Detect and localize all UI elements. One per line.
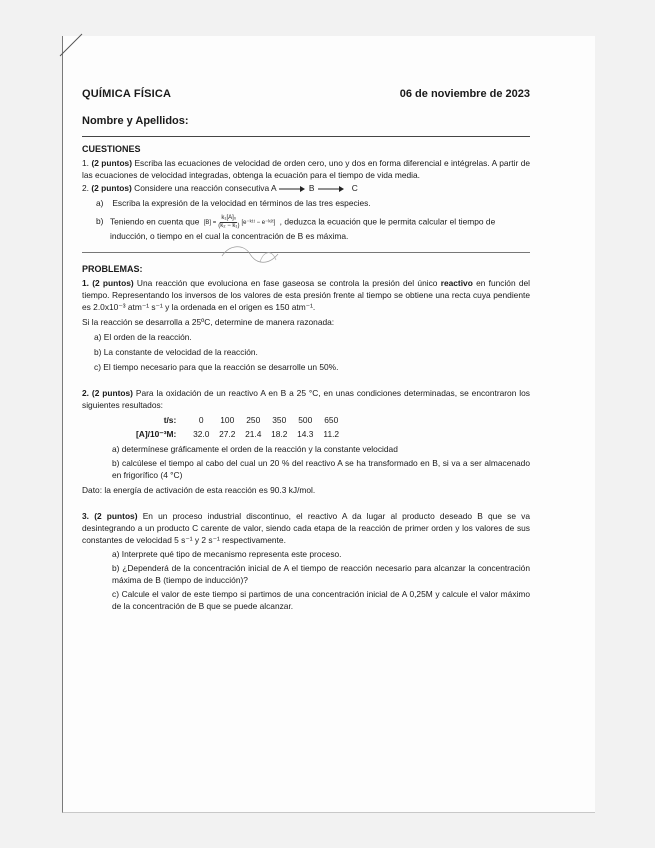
problem-3-item: a) Interprete qué tipo de mecanismo representa este proceso. bbox=[112, 549, 342, 559]
problem-2-text: Para la oxidación de un reactivo A en B a 25 °C, en unas condiciones determinadas, se encontraron los siguientes resultados: bbox=[82, 388, 530, 410]
problem-1-item: a) El orden de la reacción. bbox=[94, 332, 192, 342]
problem-3-items bbox=[82, 548, 530, 612]
problem-3-item: b) ¿Dependerá de la concentración inicial de A el tiempo de reacción necesario para alcanzar la concentración máxima de B (tiempo de inducción)? bbox=[112, 563, 530, 585]
species-c: C bbox=[351, 183, 358, 193]
table-cell: 0 bbox=[198, 415, 204, 425]
problem-2-dato: Dato: la energía de activación de esta reacción es 90.3 kJ/mol. bbox=[82, 485, 316, 495]
species-a: A bbox=[271, 183, 277, 193]
problem-1-number: 1. bbox=[82, 278, 89, 288]
problem-1-text-2: en función del tiempo. Representando los inversos de los valores de esta presión frente al tiempo se obtiene una recta cuya pendiente es 2.0x10⁻³ atm⁻¹ s⁻¹ y la ordenada en el origen es 150 atm⁻¹. bbox=[82, 278, 531, 312]
problem-3-number: 3. bbox=[82, 511, 89, 521]
problem-2-items bbox=[82, 443, 530, 481]
question-1-text: Escriba las ecuaciones de velocidad de orden cero, uno y dos en forma diferencial e intégrelas. A partir de las ecuaciones de velocidad integradas, obtenga la ecuación para el tiempo de vida media. bbox=[82, 158, 531, 180]
question-1-number: 1. bbox=[82, 158, 89, 168]
problem-2-number: 2. bbox=[82, 388, 89, 398]
question-2-points: (2 puntos) bbox=[91, 183, 132, 193]
pencil-scribble bbox=[220, 240, 300, 270]
table-cell: 100 bbox=[220, 415, 235, 425]
formula-lhs: [B] = bbox=[203, 219, 217, 226]
question-2 bbox=[82, 182, 530, 194]
formula-fraction bbox=[217, 215, 240, 230]
question-2a-text: Escriba la expresión de la velocidad en términos de las tres especies. bbox=[112, 198, 371, 208]
table-row-label: t/s: bbox=[163, 415, 177, 425]
table-cell: 21.4 bbox=[245, 429, 262, 439]
question-2b bbox=[82, 215, 530, 242]
problem-3-item: c) Calcule el valor de este tiempo si partimos de una concentración inicial de A 0,25M y calcule el valor máximo de la concentración de B que se puede alcanzar. bbox=[112, 589, 530, 611]
pencil-stroke-mark bbox=[58, 30, 86, 58]
question-1-points: (2 puntos) bbox=[91, 158, 133, 168]
problem-2 bbox=[82, 387, 530, 411]
kinetics-data-table bbox=[136, 413, 344, 441]
cuestiones-heading: CUESTIONES bbox=[82, 144, 141, 154]
formula-numerator: k₁[A]₀ bbox=[221, 215, 237, 221]
exam-header bbox=[82, 88, 530, 100]
problemas-heading: PROBLEMAS: bbox=[82, 264, 143, 274]
exam-title: QUÍMICA FÍSICA bbox=[82, 88, 172, 100]
table-cell: 18.2 bbox=[271, 429, 288, 439]
table-cell: 350 bbox=[272, 415, 287, 425]
problem-3 bbox=[82, 510, 530, 546]
problem-1-item: c) El tiempo necesario para que la reacción se desarrolle un 50%. bbox=[94, 362, 339, 372]
question-2b-text-after: , deduzca la ecuación que le permita calcular el tiempo de inducción, o tiempo en el cual la concentración de B es máxima. bbox=[110, 216, 496, 241]
problem-2-points: (2 puntos) bbox=[91, 388, 133, 398]
exam-content bbox=[82, 88, 530, 612]
formula-denominator: (k₂ − k₁) bbox=[218, 223, 240, 229]
question-2a bbox=[82, 197, 530, 209]
table-cell: 11.2 bbox=[323, 429, 340, 439]
table-cell: 250 bbox=[246, 415, 261, 425]
problem-1-items bbox=[82, 331, 530, 373]
problem-1-points: (2 puntos) bbox=[92, 278, 134, 288]
reaction-arrow-icon bbox=[317, 185, 345, 193]
problem-1 bbox=[82, 277, 530, 313]
table-cell: 500 bbox=[298, 415, 313, 425]
problem-3-points: (2 puntos) bbox=[94, 511, 138, 521]
problem-1-text-1: Una reacción que evoluciona en fase gaseosa se controla la presión del único bbox=[136, 278, 438, 288]
header-divider bbox=[82, 136, 530, 137]
table-row-label: [A]/10⁻³M: bbox=[136, 429, 177, 439]
question-1 bbox=[82, 157, 530, 181]
table-cell: 650 bbox=[324, 415, 339, 425]
table-cell: 27.2 bbox=[219, 429, 236, 439]
formula-rhs: [e⁻ᵏ¹ᵗ − e⁻ᵏ²ᵗ] bbox=[241, 219, 276, 226]
question-2b-body bbox=[110, 215, 530, 242]
problem-1-item: b) La constante de velocidad de la reacción. bbox=[94, 347, 258, 357]
question-2a-label: a) bbox=[96, 198, 104, 208]
species-b: B bbox=[308, 183, 315, 193]
question-2-number: 2. bbox=[82, 183, 89, 193]
table-row bbox=[136, 427, 344, 441]
exam-date: 06 de noviembre de 2023 bbox=[399, 88, 530, 100]
problem-2-item: a) determínese gráficamente el orden de la reacción y la constante velocidad bbox=[112, 444, 398, 454]
question-2-text: Considere una reacción consecutiva bbox=[134, 183, 270, 193]
name-label: Nombre y Apellidos: bbox=[82, 115, 189, 127]
problem-1-intro: Si la reacción se desarrolla a 25ºC, determine de manera razonada: bbox=[82, 317, 335, 327]
table-cell: 32.0 bbox=[193, 429, 210, 439]
problem-3-text: En un proceso industrial discontinuo, el reactivo A da lugar al producto deseado B que se va desintegrando a un producto C carente de valor, siendo cada etapa de la reacción de primer orden y los valores de sus constantes de velocidad 5 s⁻¹ y 2 s⁻¹ respectivamente. bbox=[82, 511, 531, 545]
problem-1-bold-word: reactivo bbox=[440, 278, 473, 288]
problem-2-item: b) calcúlese el tiempo al cabo del cual un 20 % del reactivo A se ha transformado en B, si va a ser almacenado en frigorífico (4 °C) bbox=[112, 458, 530, 480]
question-2b-text-before: Teniendo en cuenta que bbox=[110, 216, 200, 227]
reaction-arrow-icon bbox=[278, 185, 306, 193]
table-cell: 14.3 bbox=[297, 429, 314, 439]
question-2b-label: b) bbox=[96, 216, 104, 226]
concentration-formula bbox=[204, 215, 276, 230]
section-divider bbox=[82, 252, 530, 253]
table-row bbox=[136, 413, 344, 427]
